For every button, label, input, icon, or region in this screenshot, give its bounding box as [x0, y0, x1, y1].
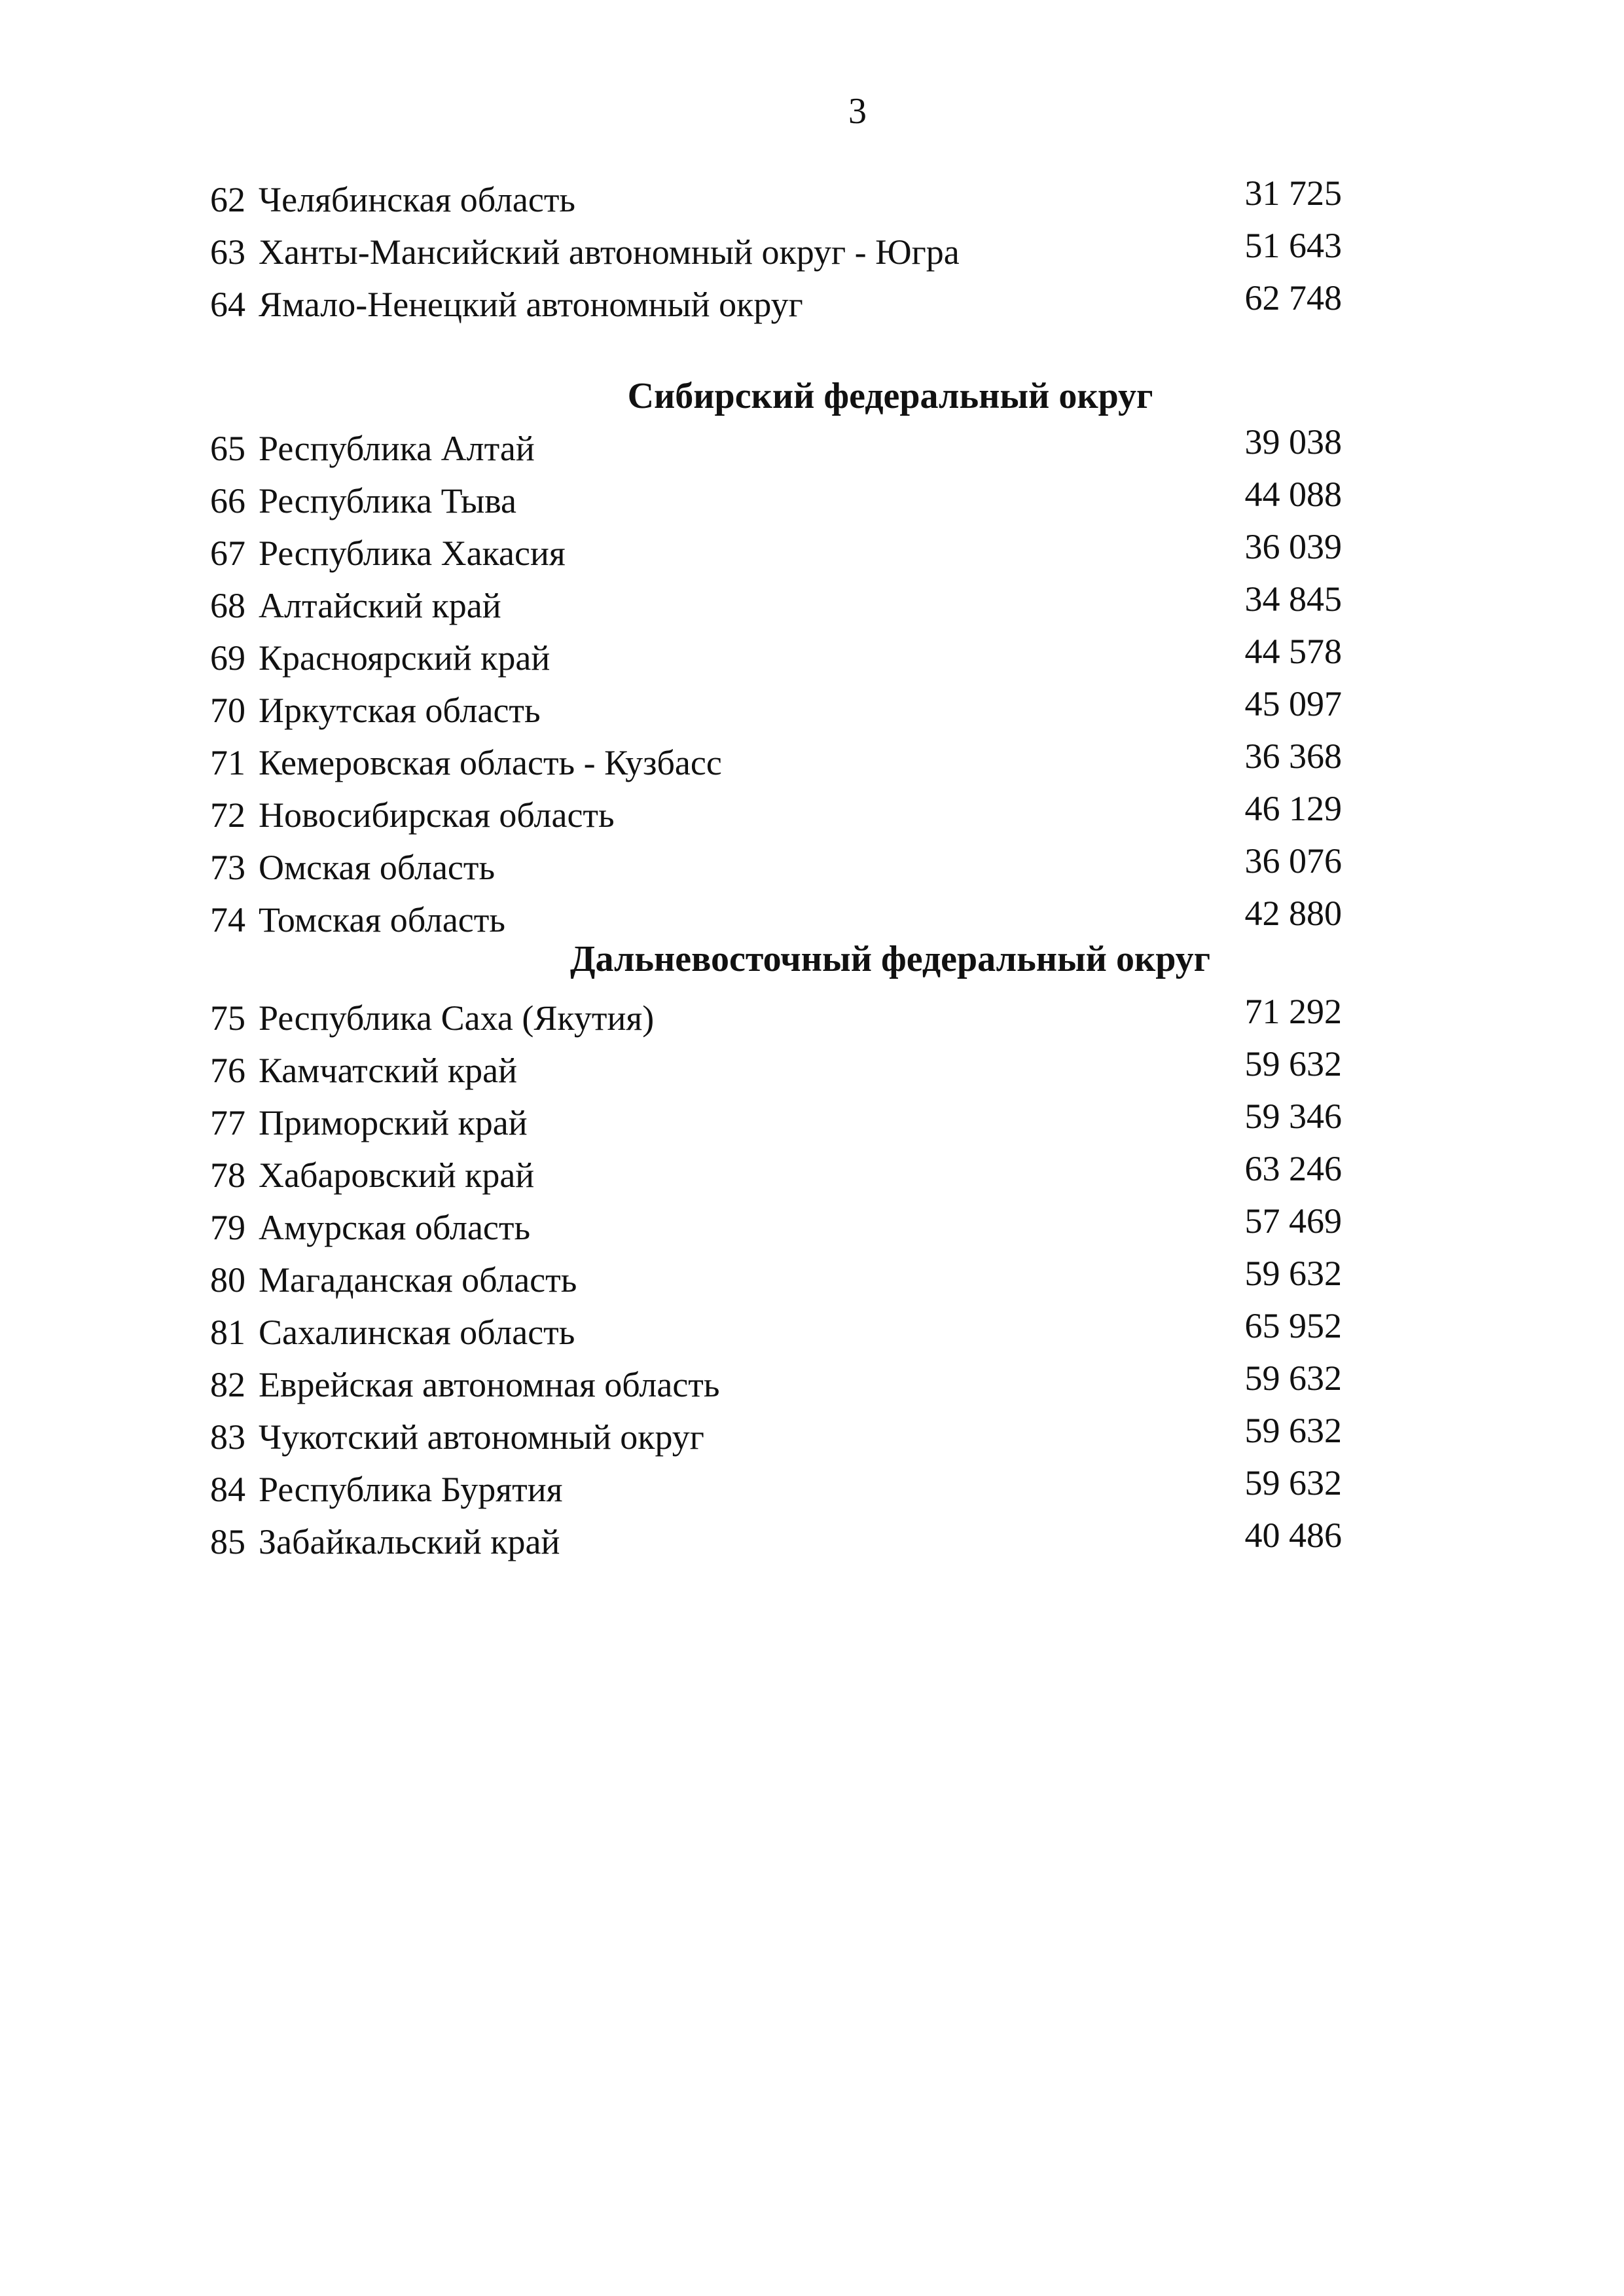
region-value: 71 292: [1244, 992, 1342, 1031]
table-row: [0, 789, 1624, 841]
table-row: [0, 1201, 1624, 1254]
region-table-far-east: [0, 992, 1624, 1568]
region-name: Приморский край: [259, 1103, 528, 1142]
region-value: 42 880: [1244, 894, 1342, 933]
region-value: 31 725: [1244, 173, 1342, 213]
row-number: 71: [210, 743, 245, 782]
region-name: Республика Саха (Якутия): [259, 998, 655, 1038]
row-number: 65: [210, 429, 245, 468]
row-number: 76: [210, 1051, 245, 1090]
region-value: 36 076: [1244, 841, 1342, 881]
table-row: [0, 475, 1624, 527]
table-row: [0, 1463, 1624, 1516]
region-name: Чукотский автономный округ: [259, 1417, 704, 1457]
region-value: 63 246: [1244, 1149, 1342, 1188]
row-number: 67: [210, 534, 245, 573]
page-number: 3: [848, 91, 867, 132]
region-name: Томская область: [259, 900, 505, 939]
region-value: 39 038: [1244, 422, 1342, 462]
table-row: [0, 684, 1624, 737]
row-number: 84: [210, 1470, 245, 1509]
region-value: 57 469: [1244, 1201, 1342, 1241]
region-value: 44 578: [1244, 632, 1342, 671]
region-name: Новосибирская область: [259, 795, 615, 835]
row-number: 77: [210, 1103, 245, 1142]
region-value: 36 039: [1244, 527, 1342, 566]
row-number: 81: [210, 1313, 245, 1352]
table-row: [0, 1358, 1624, 1411]
region-value: 51 643: [1244, 226, 1342, 265]
row-number: 83: [210, 1417, 245, 1457]
region-table-ural: [0, 173, 1624, 331]
region-name: Амурская область: [259, 1208, 531, 1247]
table-row: [0, 579, 1624, 632]
row-number: 78: [210, 1156, 245, 1195]
table-row: [0, 1254, 1624, 1306]
region-value: 59 632: [1244, 1411, 1342, 1450]
table-row: [0, 1411, 1624, 1463]
region-name: Хабаровский край: [259, 1156, 535, 1195]
region-value: 59 632: [1244, 1044, 1342, 1084]
table-row: [0, 422, 1624, 475]
table-row: [0, 841, 1624, 894]
table-row: [0, 737, 1624, 789]
section-heading-far-east: Дальневосточный федеральный округ: [569, 939, 1211, 979]
row-number: 68: [210, 586, 245, 625]
row-number: 73: [210, 848, 245, 887]
region-name: Камчатский край: [259, 1051, 518, 1090]
region-name: Республика Тыва: [259, 481, 516, 520]
region-value: 65 952: [1244, 1306, 1342, 1345]
region-name: Кемеровская область - Кузбасс: [259, 743, 722, 782]
row-number: 85: [210, 1522, 245, 1561]
region-name: Республика Алтай: [259, 429, 535, 468]
row-number: 64: [210, 285, 245, 324]
region-name: Забайкальский край: [259, 1522, 560, 1561]
region-name: Красноярский край: [259, 638, 550, 678]
row-number: 82: [210, 1365, 245, 1404]
region-name: Челябинская область: [259, 180, 576, 219]
row-number: 80: [210, 1260, 245, 1300]
region-name: Алтайский край: [259, 586, 501, 625]
row-number: 69: [210, 638, 245, 678]
region-name: Республика Бурятия: [259, 1470, 563, 1509]
region-name: Сахалинская область: [259, 1313, 575, 1352]
table-row: [0, 278, 1624, 331]
region-value: 40 486: [1244, 1516, 1342, 1555]
row-number: 62: [210, 180, 245, 219]
region-name: Еврейская автономная область: [259, 1365, 720, 1404]
region-name: Ханты-Мансийский автономный округ - Югра: [259, 232, 960, 272]
row-number: 72: [210, 795, 245, 835]
table-row: [0, 1044, 1624, 1097]
region-name: Ямало-Ненецкий автономный округ: [259, 285, 803, 324]
table-row: [0, 1516, 1624, 1568]
table-row: [0, 1306, 1624, 1358]
row-number: 75: [210, 998, 245, 1038]
region-table-siberia: [0, 422, 1624, 946]
region-name: Республика Хакасия: [259, 534, 566, 573]
region-value: 59 346: [1244, 1097, 1342, 1136]
table-row: [0, 1149, 1624, 1201]
region-value: 59 632: [1244, 1358, 1342, 1398]
table-row: [0, 632, 1624, 684]
region-value: 46 129: [1244, 789, 1342, 828]
row-number: 70: [210, 691, 245, 730]
region-name: Омская область: [259, 848, 496, 887]
region-value: 34 845: [1244, 579, 1342, 619]
region-name: Иркутская область: [259, 691, 541, 730]
table-row: [0, 226, 1624, 278]
row-number: 66: [210, 481, 245, 520]
row-number: 79: [210, 1208, 245, 1247]
table-row: [0, 527, 1624, 579]
region-value: 36 368: [1244, 737, 1342, 776]
region-name: Магаданская область: [259, 1260, 577, 1300]
region-value: 59 632: [1244, 1463, 1342, 1503]
region-value: 62 748: [1244, 278, 1342, 318]
region-value: 59 632: [1244, 1254, 1342, 1293]
row-number: 63: [210, 232, 245, 272]
section-heading-siberia: Сибирский федеральный округ: [627, 376, 1153, 416]
row-number: 74: [210, 900, 245, 939]
table-row: [0, 1097, 1624, 1149]
region-value: 45 097: [1244, 684, 1342, 723]
region-value: 44 088: [1244, 475, 1342, 514]
table-row: [0, 992, 1624, 1044]
table-row: [0, 173, 1624, 226]
